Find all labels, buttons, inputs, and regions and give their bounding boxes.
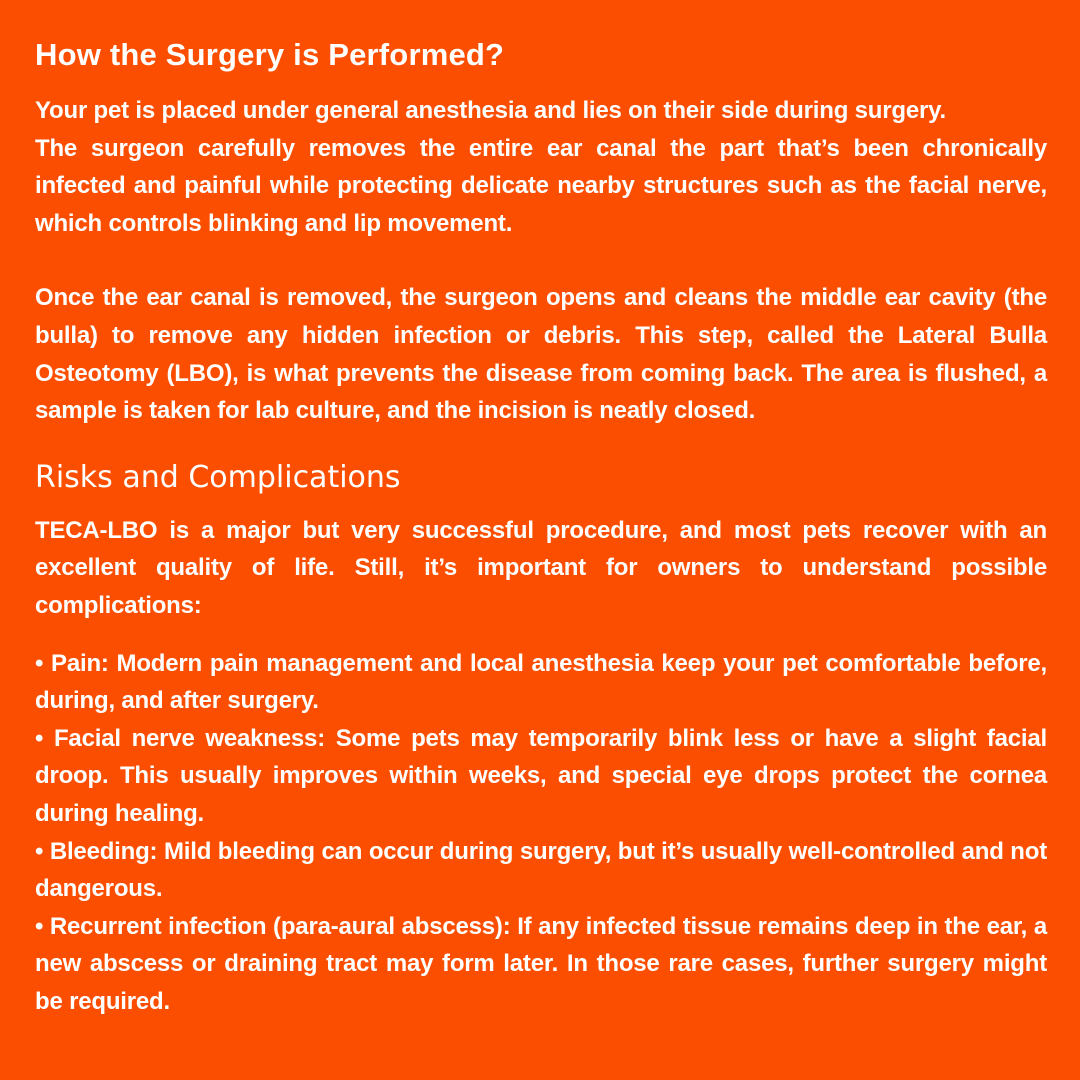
section-heading-risks-complications: Risks and Complications (35, 459, 401, 495)
paragraph-bulla-osteotomy (35, 279, 1047, 429)
paragraph-anesthesia-and-removal (35, 92, 1047, 242)
bullet-item-pain: • Pain: Modern pain management and local anesthesia keep your pet comfortable before, during, and after surgery. (35, 649, 1047, 715)
paragraph-line-anesthesia: Your pet is placed under general anesthesia and lies on their side during surgery. (35, 97, 946, 124)
paragraph-text-bulla-osteotomy: Once the ear canal is removed, the surgeon opens and cleans the middle ear cavity (the bulla) to remove any hidden infection or debris. This step, called the Lateral Bulla Osteotomy (LBO), is what prevents the disease from coming back. The area is flushed, a sample is taken for lab culture, and the incision is neatly closed. (35, 284, 1047, 425)
paragraph-risks-intro: TECA-LBO is a major but very successful procedure, and most pets recover with an excellent quality of life. Still, it’s important for owners to understand possible complications: (35, 516, 1047, 619)
section-heading-how-surgery-performed: How the Surgery is Performed? (35, 37, 505, 72)
paragraph-text-ear-canal-removal: The surgeon carefully removes the entire ear canal the part that’s been chronically infected and painful while protecting delicate nearby structures such as the facial nerve, which controls blinking and lip movement. (35, 134, 1047, 237)
bullet-item-facial-nerve-weakness: • Facial nerve weakness: Some pets may temporarily blink less or have a slight facial droop. This usually improves within weeks, and special eye drops protect the cornea during healing. (35, 724, 1047, 827)
bullet-item-bleeding: • Bleeding: Mild bleeding can occur during surgery, but it’s usually well-controlled and not dangerous. (35, 837, 1047, 903)
section-how-surgery-performed (35, 34, 1047, 430)
risks-bullet-list (35, 645, 1047, 1021)
section-risks-complications (35, 456, 1047, 1021)
bullet-item-recurrent-infection: • Recurrent infection (para-aural abscess): If any infected tissue remains deep in the ear, a new abscess or draining tract may form later. In those rare cases, further surgery might be required. (35, 912, 1047, 1015)
